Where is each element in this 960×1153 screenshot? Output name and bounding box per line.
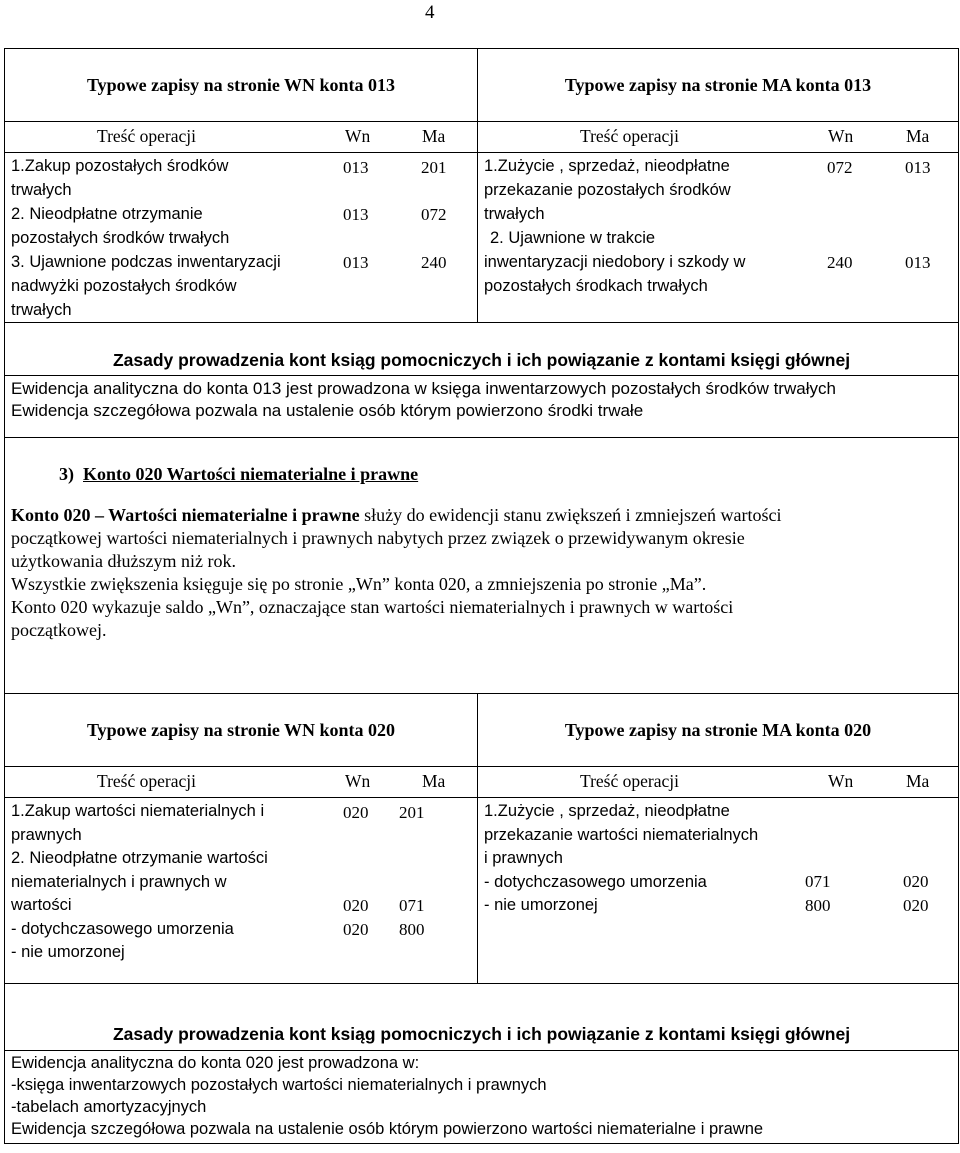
ma-value: 020 xyxy=(903,896,929,915)
list-item: 1.Zużycie , sprzedaż, nieodpłatne xyxy=(484,802,730,820)
s2-line: Ewidencja analityczna do konta 020 jest prowadzona w: xyxy=(11,1054,420,1072)
ma-value: 201 xyxy=(421,158,447,177)
t2-left-header: Typowe zapisy na stronie WN konta 020 xyxy=(5,694,478,767)
col-tresc: Treść operacji xyxy=(580,771,679,791)
page-number: 4 xyxy=(425,2,435,23)
t1-right-colheads xyxy=(478,122,959,153)
list-item: - dotychczasowego umorzenia xyxy=(484,872,707,891)
para-text: początkowej. xyxy=(11,620,107,640)
list-item: 3. Ujawnione podczas inwentaryzacji xyxy=(11,253,281,271)
list-item: niematerialnych i prawnych w xyxy=(11,872,227,891)
ma-value: 071 xyxy=(399,896,425,915)
t1-right-body xyxy=(478,153,959,323)
wn-value: 013 xyxy=(343,158,369,177)
list-item: pozostałych środków trwałych xyxy=(11,229,230,247)
para-text: użytkowania dłuższym niż rok. xyxy=(11,551,236,571)
list-item: inwentaryzacji niedobory i szkody w xyxy=(484,253,746,271)
konto-020-title xyxy=(11,464,952,485)
list-item: pozostałych środkach trwałych xyxy=(484,277,708,295)
col-ma: Ma xyxy=(422,126,446,146)
ma-value: 013 xyxy=(905,158,931,177)
ma-value: 013 xyxy=(905,253,931,272)
col-ma: Ma xyxy=(422,771,446,791)
para-text: Konto 020 wykazuje saldo „Wn”, oznaczające stan wartości niematerialnych i prawnych w wartości xyxy=(11,597,734,617)
wn-value: 240 xyxy=(827,253,853,272)
t2-right-body xyxy=(478,798,959,984)
col-ma: Ma xyxy=(906,126,930,146)
list-item: 1.Zakup pozostałych środków xyxy=(11,157,229,175)
t1-right-header: Typowe zapisy na stronie MA konta 013 xyxy=(478,49,959,122)
list-item: wartości xyxy=(11,896,72,914)
list-item: 2. Nieodpłatne otrzymanie wartości xyxy=(11,849,268,867)
list-item: - nie umorzonej xyxy=(484,896,598,914)
s2-line: Ewidencja szczegółowa pozwala na ustalenie osób którym powierzono wartości niematerialne i prawne xyxy=(11,1120,764,1138)
t1-left-colheads xyxy=(5,122,478,153)
ma-value: 800 xyxy=(399,920,425,939)
para-text: służy do ewidencji stanu zwiększeń i zmniejszeń wartości xyxy=(359,505,782,525)
list-item: - nie umorzonej xyxy=(11,943,125,961)
list-item: i prawnych xyxy=(484,849,563,867)
list-item: 1.Zakup wartości niematerialnych i xyxy=(11,802,265,820)
wn-value: 020 xyxy=(343,920,369,939)
t2-left-colheads xyxy=(5,767,478,798)
s2-body xyxy=(5,1051,959,1144)
s1-line: Ewidencja analityczna do konta 013 jest prowadzona w księga inwentarzowych pozostałych środków trwałych xyxy=(11,379,836,398)
wn-value: 072 xyxy=(827,158,853,177)
t2-right-colheads xyxy=(478,767,959,798)
s2-line: -księga inwentarzowych pozostałych wartości niematerialnych i prawnych xyxy=(11,1076,547,1094)
col-wn: Wn xyxy=(828,126,854,146)
konto-013-table xyxy=(4,48,959,694)
konto-020-section xyxy=(5,438,959,694)
t2-left-body xyxy=(5,798,478,984)
col-ma: Ma xyxy=(906,771,930,791)
list-item: przekazanie wartości niematerialnych xyxy=(484,825,759,844)
konto-020-paragraph xyxy=(11,504,952,642)
konto-020-table xyxy=(4,693,959,1144)
list-item: trwałych xyxy=(484,205,545,223)
t1-left-body xyxy=(5,153,478,323)
para-text: Wszystkie zwiększenia księguje się po stronie „Wn” konta 020, a zmniejszenia po stronie „Ma”. xyxy=(11,574,707,594)
section-number: 3) xyxy=(59,464,74,484)
wn-value: 020 xyxy=(343,896,369,915)
wn-value: 013 xyxy=(343,205,369,224)
col-wn: Wn xyxy=(828,771,854,791)
list-item: trwałych xyxy=(11,181,72,199)
section-heading: Konto 020 Wartości niematerialne i prawne xyxy=(83,464,419,484)
ma-value: 201 xyxy=(399,803,425,822)
list-item: - dotychczasowego umorzenia xyxy=(11,919,234,938)
s1-body xyxy=(5,376,959,438)
list-item: nadwyżki pozostałych środków xyxy=(11,277,237,295)
wn-value: 071 xyxy=(805,872,831,891)
col-tresc: Treść operacji xyxy=(97,771,196,791)
bold-lead: Konto 020 – Wartości niematerialne i prawne xyxy=(11,505,360,525)
ma-value: 240 xyxy=(421,253,447,272)
s1-line: Ewidencja szczegółowa pozwala na ustalenie osób którym powierzono środki trwałe xyxy=(11,401,644,420)
list-item: trwałych xyxy=(11,301,72,319)
s1-title: Zasady prowadzenia kont ksiąg pomocniczych i ich powiązanie z kontami księgi głównej xyxy=(5,323,959,376)
wn-value: 013 xyxy=(343,253,369,272)
list-item: 2. Ujawnione w trakcie xyxy=(490,229,656,247)
para-text: początkowej wartości niematerialnych i prawnych nabytych przez związek o przewidywanym okresie xyxy=(11,528,745,548)
list-item: 2. Nieodpłatne otrzymanie xyxy=(11,205,203,223)
wn-value: 800 xyxy=(805,896,831,915)
col-wn: Wn xyxy=(345,771,371,791)
wn-value: 020 xyxy=(343,803,369,822)
s2-title: Zasady prowadzenia kont ksiąg pomocniczych i ich powiązanie z kontami księgi głównej xyxy=(5,984,959,1051)
t2-right-header: Typowe zapisy na stronie MA konta 020 xyxy=(478,694,959,767)
col-tresc: Treść operacji xyxy=(97,126,196,146)
col-tresc: Treść operacji xyxy=(580,126,679,146)
list-item: 1.Zużycie , sprzedaż, nieodpłatne xyxy=(484,157,730,175)
t1-left-header: Typowe zapisy na stronie WN konta 013 xyxy=(5,49,478,122)
list-item: przekazanie pozostałych środków xyxy=(484,181,731,199)
col-wn: Wn xyxy=(345,126,371,146)
s2-line: -tabelach amortyzacyjnych xyxy=(11,1098,207,1116)
list-item: prawnych xyxy=(11,825,82,844)
ma-value: 020 xyxy=(903,872,929,891)
ma-value: 072 xyxy=(421,205,447,224)
